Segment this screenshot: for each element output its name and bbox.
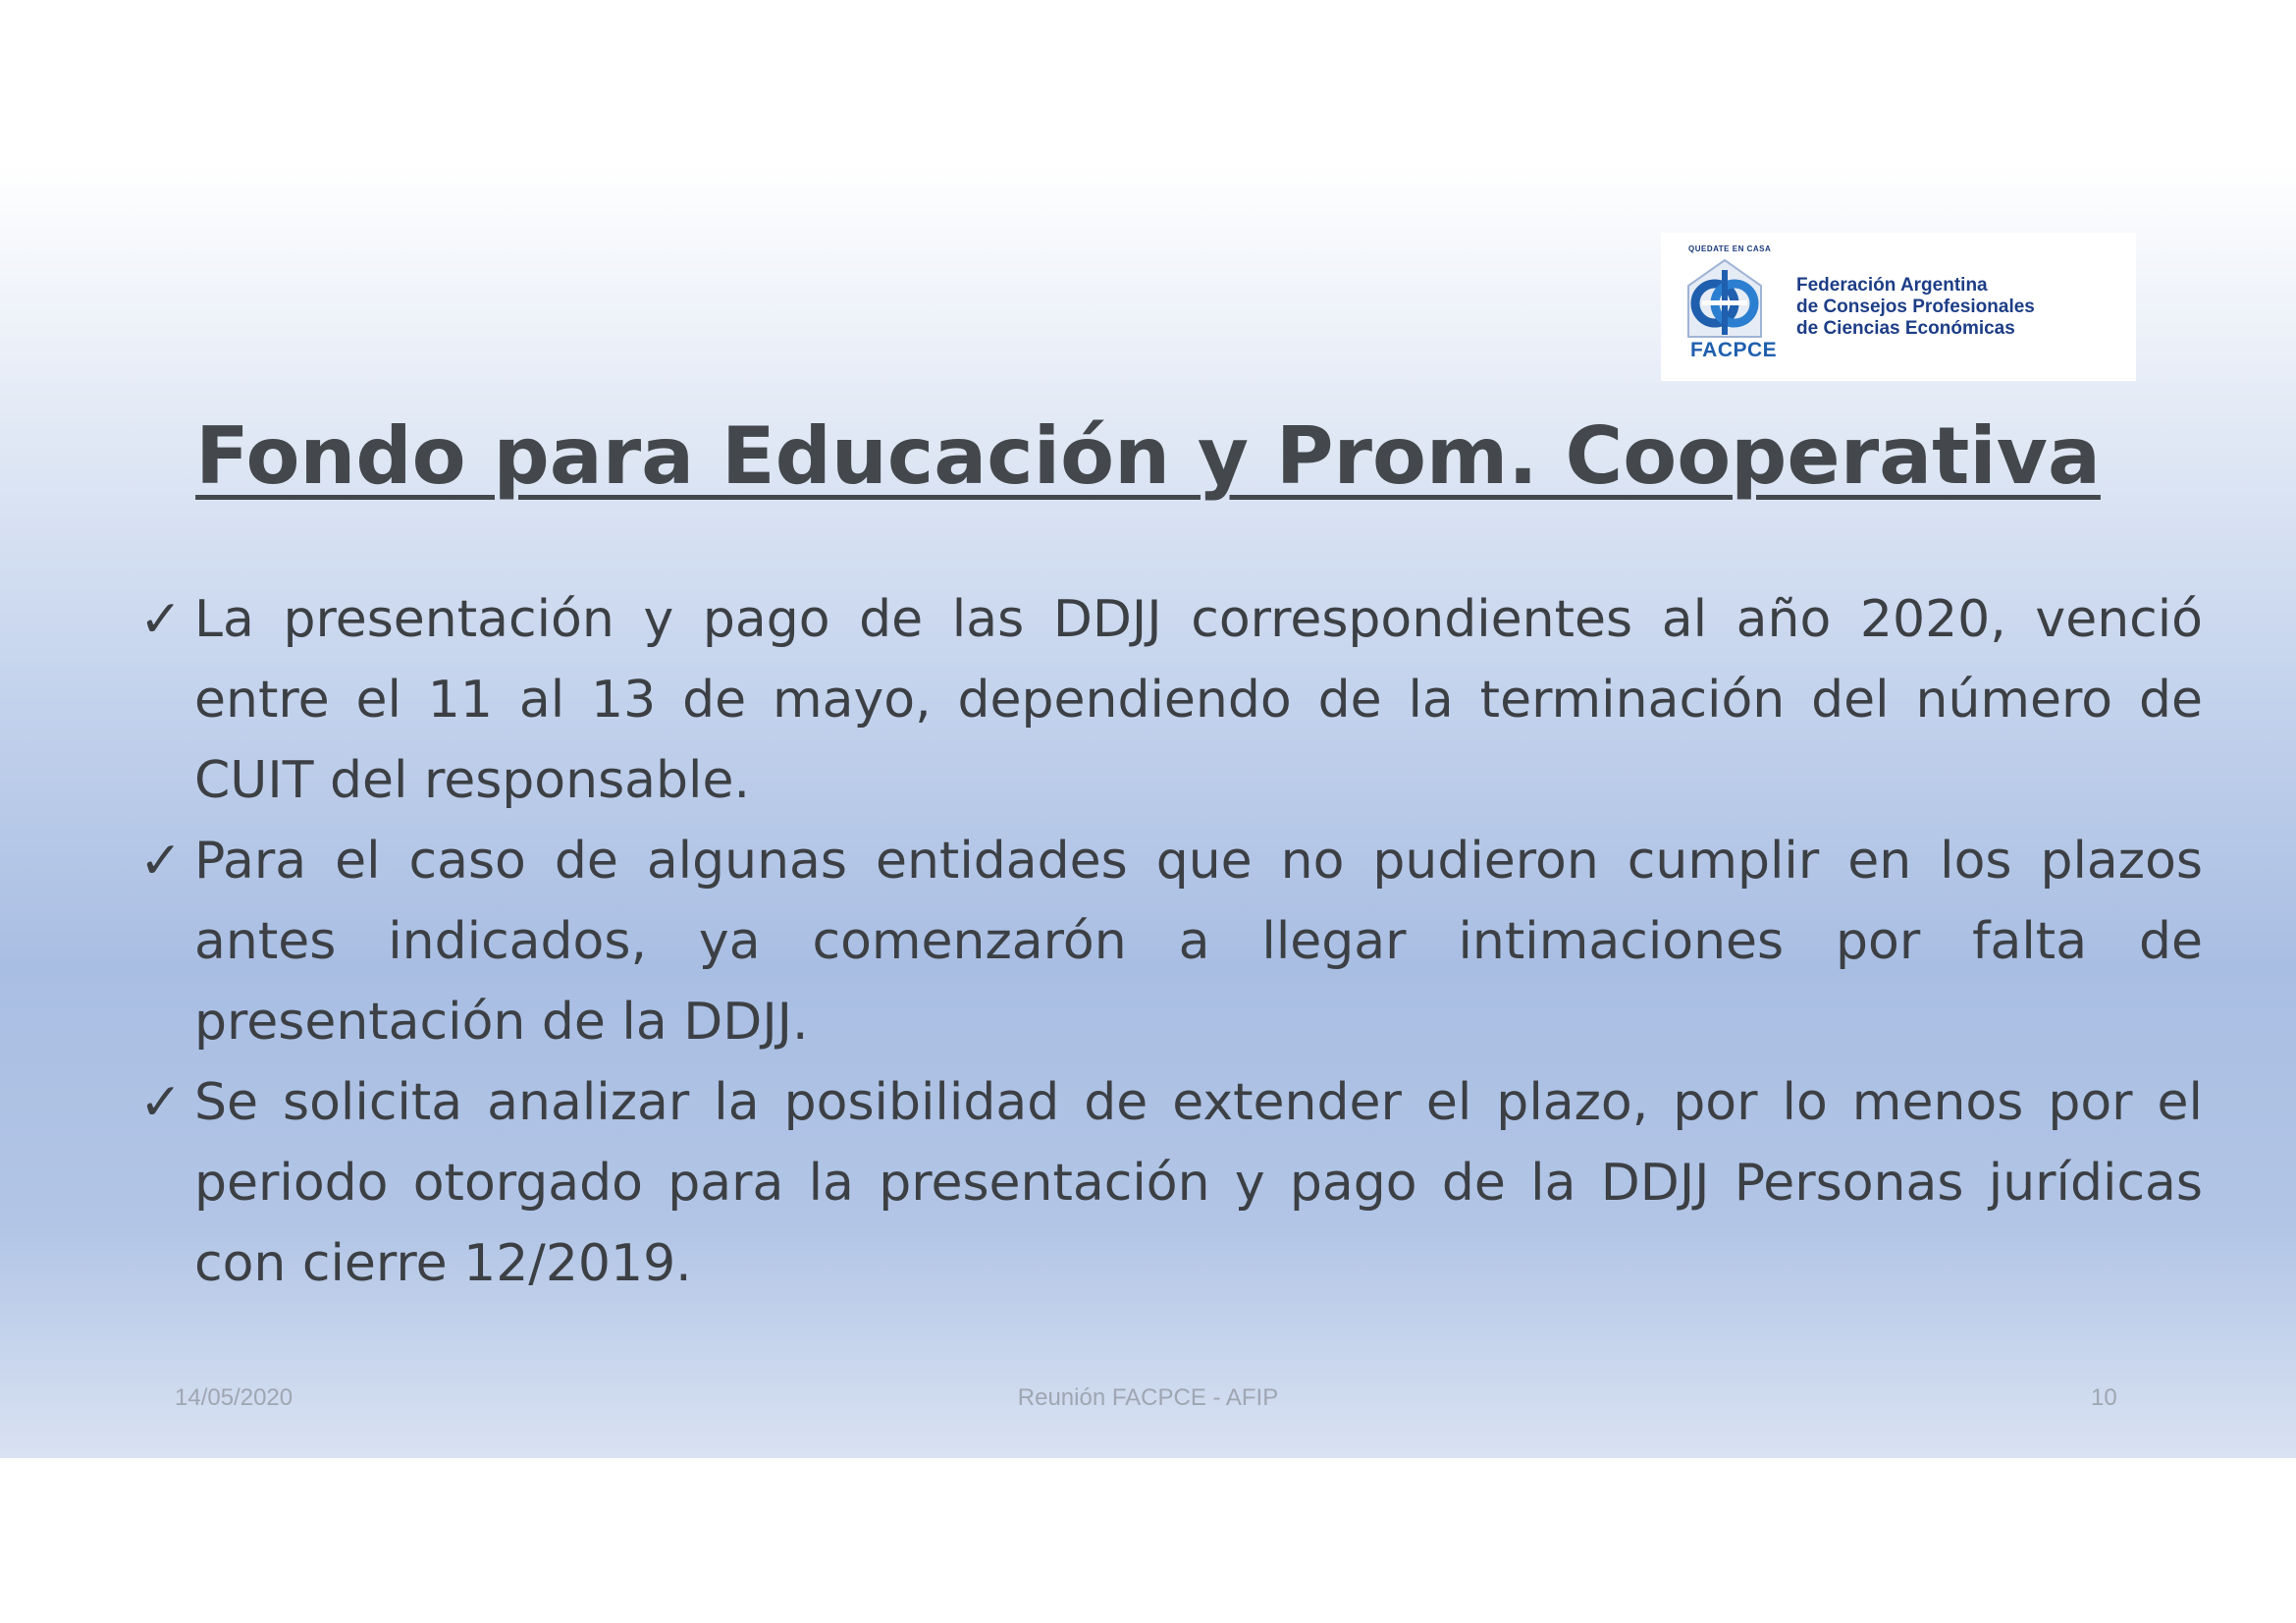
logo-mark: [1661, 233, 1789, 381]
checkmark-icon: ✓: [139, 832, 183, 891]
slide-number: 10: [2091, 1384, 2117, 1411]
facpce-logo: [1661, 233, 2136, 381]
bullet-list: [139, 579, 2203, 1304]
checkmark-icon: ✓: [139, 590, 183, 649]
logo-text: [1796, 275, 2035, 340]
bullet-text: La presentación y pago de las DDJJ correspondientes al año 2020, venció entre el 11 al 13 de mayo, dependiendo de la terminación del número de CUIT del responsable.: [194, 590, 2203, 810]
logo-line: Federación Argentina: [1796, 274, 1988, 296]
bullet-text: Para el caso de algunas entidades que no pudieron cumplir en los plazos antes indicados, ya comenzarón a llegar intimaciones por falta de presentación de la DDJJ.: [194, 832, 2203, 1052]
bullet-text: Se solicita analizar la posibilidad de extender el plazo, por lo menos por el periodo otorgado para la presentación y pago de la DDJJ Personas jurídicas con cierre 12/2019.: [194, 1073, 2203, 1293]
footer-meeting-title: Reunión FACPCE - AFIP: [1017, 1384, 1279, 1411]
facpce-emblem-icon: [1682, 256, 1767, 341]
logo-line: de Ciencias Económicas: [1796, 317, 2015, 339]
logo-line: de Consejos Profesionales: [1796, 296, 2035, 317]
footer-date: 14/05/2020: [175, 1384, 294, 1411]
bullet-item: [139, 579, 2203, 821]
logo-abbreviation: FACPCE: [1690, 339, 1778, 361]
bullet-item: [139, 821, 2203, 1062]
bullet-item: [139, 1062, 2203, 1304]
logo-tagline: QUEDATE EN CASA: [1688, 244, 1772, 253]
checkmark-icon: ✓: [139, 1073, 183, 1132]
slide-title: Fondo para Educación y Prom. Cooperativa: [195, 410, 2101, 502]
